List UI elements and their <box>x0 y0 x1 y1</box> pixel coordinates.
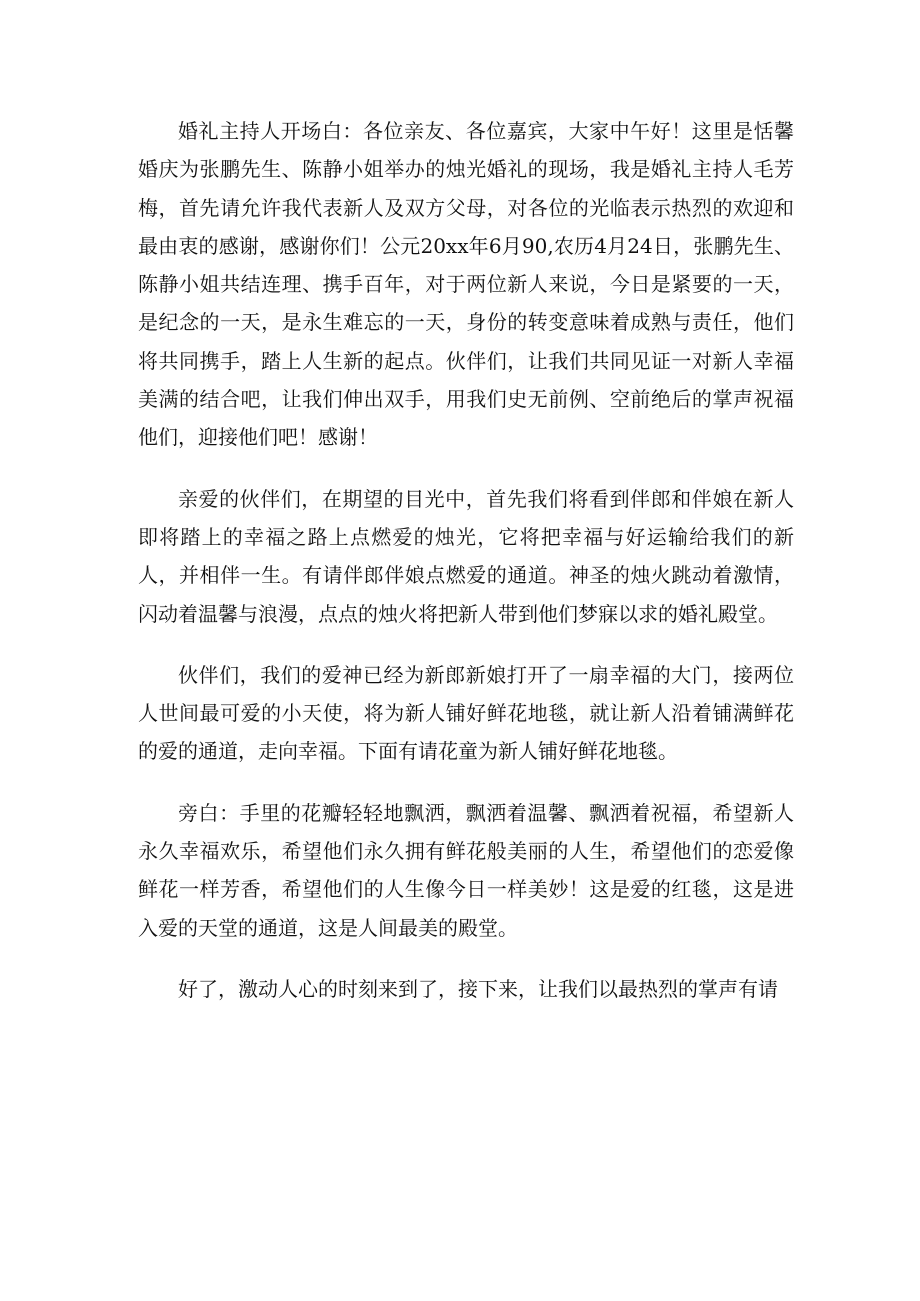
paragraph-opening-speech: 婚礼主持人开场白：各位亲友、各位嘉宾，大家中午好！这里是恬馨婚庆为张鹏先生、陈静小姐举办的烛光婚礼的现场，我是婚礼主持人毛芳梅，首先请允许我代表新人及双方父母，对各位的光临表示热烈的欢迎和最由衷的感谢，感谢你们！公元20xx年6月90,农历4月24日，张鹏先生、陈静小姐共结连理、携手百年，对于两位新人来说，今日是紧要的一天，是纪念的一天，是永生难忘的一天，身份的转变意味着成熟与责任，他们将共同携手，踏上人生新的起点。伙伴们，让我们共同见证一对新人幸福美满的结合吧，让我们伸出双手，用我们史无前例、空前绝后的掌声祝福他们，迎接他们吧！感谢！ <box>138 119 794 450</box>
paragraph-invitation: 好了，激动人心的时刻来到了，接下来，让我们以最热烈的掌声有请 <box>178 976 778 1001</box>
paragraph-narration: 旁白：手里的花瓣轻轻地飘洒，飘洒着温馨、飘洒着祝福，希望新人永久幸福欢乐，希望他们永久拥有鲜花般美丽的人生，希望他们的恋爱像鲜花一样芳香，希望他们的人生像今日一样美妙！这是爱的红毯，这是进入爱的天堂的通道，这是人间最美的殿堂。 <box>138 800 794 940</box>
paragraph-flower-carpet: 伙伴们，我们的爱神已经为新郎新娘打开了一扇幸福的大门，接两位人世间最可爱的小天使，将为新人铺好鲜花地毯，就让新人沿着铺满鲜花的爱的通道，走向幸福。下面有请花童为新人铺好鲜花地毯。 <box>138 662 794 764</box>
document-body <box>138 112 794 1008</box>
paragraph-candle-lighting: 亲爱的伙伴们，在期望的目光中，首先我们将看到伴郎和伴娘在新人即将踏上的幸福之路上点燃爱的烛光，它将把幸福与好运输给我们的新人，并相伴一生。有请伴郎伴娘点燃爱的通道。神圣的烛火跳动着激情，闪动着温馨与浪漫，点点的烛火将把新人带到他们梦寐以求的婚礼殿堂。 <box>138 486 794 626</box>
